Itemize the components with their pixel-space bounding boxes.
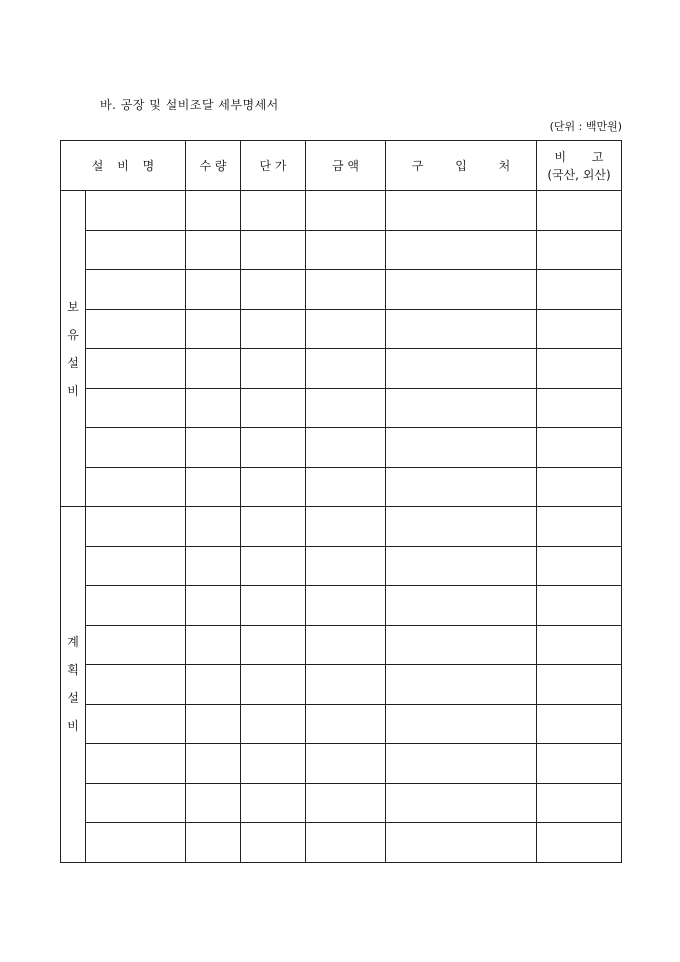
table-row	[61, 586, 622, 626]
cell-remarks[interactable]	[537, 625, 622, 665]
cell-supplier[interactable]	[386, 546, 537, 586]
header-remarks-label: 비 고	[554, 149, 604, 164]
cell-supplier[interactable]	[386, 191, 537, 231]
cell-remarks[interactable]	[537, 349, 622, 389]
cell-quantity[interactable]	[186, 467, 241, 507]
table-row	[61, 428, 622, 468]
cell-amount[interactable]	[306, 625, 386, 665]
cell-equipment-name[interactable]	[86, 783, 186, 823]
header-equipment-name	[61, 141, 186, 191]
cell-remarks[interactable]	[537, 586, 622, 626]
table-body	[61, 191, 622, 863]
cell-amount[interactable]	[306, 823, 386, 863]
table-row	[61, 823, 622, 863]
header-supplier	[386, 141, 537, 191]
cell-equipment-name[interactable]	[86, 309, 186, 349]
cell-unit-price[interactable]	[241, 586, 306, 626]
table-row	[61, 191, 622, 231]
cell-unit-price[interactable]	[241, 507, 306, 547]
cell-equipment-name[interactable]	[86, 191, 186, 231]
group-label-cell	[61, 507, 86, 863]
page-title: 바. 공장 및 설비조달 세부명세서	[100, 98, 279, 112]
group-label	[61, 298, 85, 400]
cell-quantity[interactable]	[186, 704, 241, 744]
cell-supplier[interactable]	[386, 349, 537, 389]
cell-quantity[interactable]	[186, 783, 241, 823]
cell-equipment-name[interactable]	[86, 823, 186, 863]
cell-unit-price[interactable]	[241, 270, 306, 310]
cell-unit-price[interactable]	[241, 230, 306, 270]
cell-remarks[interactable]	[537, 388, 622, 428]
cell-equipment-name[interactable]	[86, 665, 186, 705]
table-row	[61, 704, 622, 744]
cell-unit-price[interactable]	[241, 665, 306, 705]
header-equipment-name-label: 설 비 명	[91, 159, 155, 173]
cell-supplier[interactable]	[386, 823, 537, 863]
cell-unit-price[interactable]	[241, 625, 306, 665]
header-unit-price-label: 단 가	[259, 159, 287, 173]
cell-supplier[interactable]	[386, 586, 537, 626]
cell-remarks[interactable]	[537, 665, 622, 705]
cell-quantity[interactable]	[186, 349, 241, 389]
cell-unit-price[interactable]	[241, 704, 306, 744]
cell-remarks[interactable]	[537, 546, 622, 586]
cell-amount[interactable]	[306, 270, 386, 310]
header-quantity	[186, 141, 241, 191]
cell-supplier[interactable]	[386, 467, 537, 507]
cell-equipment-name[interactable]	[86, 586, 186, 626]
cell-amount[interactable]	[306, 467, 386, 507]
cell-remarks[interactable]	[537, 428, 622, 468]
cell-quantity[interactable]	[186, 507, 241, 547]
group-label-char: 계	[67, 635, 79, 650]
cell-remarks[interactable]	[537, 309, 622, 349]
table-row	[61, 349, 622, 389]
cell-equipment-name[interactable]	[86, 744, 186, 784]
cell-equipment-name[interactable]	[86, 467, 186, 507]
cell-quantity[interactable]	[186, 665, 241, 705]
cell-supplier[interactable]	[386, 428, 537, 468]
cell-quantity[interactable]	[186, 309, 241, 349]
cell-amount[interactable]	[306, 783, 386, 823]
cell-supplier[interactable]	[386, 388, 537, 428]
cell-amount[interactable]	[306, 428, 386, 468]
cell-remarks[interactable]	[537, 230, 622, 270]
cell-equipment-name[interactable]	[86, 546, 186, 586]
group-label-char: 획	[67, 663, 79, 678]
cell-supplier[interactable]	[386, 704, 537, 744]
cell-quantity[interactable]	[186, 428, 241, 468]
cell-quantity[interactable]	[186, 388, 241, 428]
cell-supplier[interactable]	[386, 230, 537, 270]
cell-amount[interactable]	[306, 349, 386, 389]
cell-amount[interactable]	[306, 665, 386, 705]
cell-supplier[interactable]	[386, 665, 537, 705]
cell-unit-price[interactable]	[241, 783, 306, 823]
cell-supplier[interactable]	[386, 507, 537, 547]
cell-amount[interactable]	[306, 704, 386, 744]
header-remarks	[537, 141, 622, 191]
table-row	[61, 665, 622, 705]
table-row	[61, 507, 622, 547]
cell-unit-price[interactable]	[241, 744, 306, 784]
group-label-char: 설	[67, 355, 79, 370]
cell-amount[interactable]	[306, 191, 386, 231]
header-amount	[306, 141, 386, 191]
cell-remarks[interactable]	[537, 783, 622, 823]
cell-unit-price[interactable]	[241, 309, 306, 349]
header-unit-price	[241, 141, 306, 191]
cell-remarks[interactable]	[537, 467, 622, 507]
cell-unit-price[interactable]	[241, 388, 306, 428]
cell-amount[interactable]	[306, 388, 386, 428]
group-label	[61, 633, 85, 735]
cell-unit-price[interactable]	[241, 428, 306, 468]
cell-remarks[interactable]	[537, 507, 622, 547]
table-row	[61, 467, 622, 507]
cell-remarks[interactable]	[537, 270, 622, 310]
group-label-char: 보	[67, 299, 79, 314]
cell-unit-price[interactable]	[241, 823, 306, 863]
cell-remarks[interactable]	[537, 823, 622, 863]
cell-equipment-name[interactable]	[86, 270, 186, 310]
cell-equipment-name[interactable]	[86, 428, 186, 468]
cell-quantity[interactable]	[186, 586, 241, 626]
cell-quantity[interactable]	[186, 191, 241, 231]
table-row	[61, 388, 622, 428]
table-row	[61, 744, 622, 784]
cell-supplier[interactable]	[386, 744, 537, 784]
unit-note: (단위 : 백만원)	[549, 120, 622, 133]
group-label-char: 비	[67, 719, 79, 734]
equipment-table	[60, 140, 622, 863]
cell-quantity[interactable]	[186, 744, 241, 784]
cell-quantity[interactable]	[186, 546, 241, 586]
cell-remarks[interactable]	[537, 744, 622, 784]
header-remarks-sublabel: (국산, 외산)	[547, 167, 611, 182]
cell-equipment-name[interactable]	[86, 507, 186, 547]
cell-remarks[interactable]	[537, 191, 622, 231]
header-supplier-label: 구 입 처	[411, 159, 511, 173]
cell-amount[interactable]	[306, 546, 386, 586]
cell-equipment-name[interactable]	[86, 704, 186, 744]
cell-amount[interactable]	[306, 744, 386, 784]
cell-unit-price[interactable]	[241, 349, 306, 389]
cell-unit-price[interactable]	[241, 467, 306, 507]
cell-quantity[interactable]	[186, 625, 241, 665]
cell-quantity[interactable]	[186, 270, 241, 310]
cell-supplier[interactable]	[386, 783, 537, 823]
cell-supplier[interactable]	[386, 309, 537, 349]
cell-amount[interactable]	[306, 586, 386, 626]
header-row	[61, 141, 622, 191]
cell-unit-price[interactable]	[241, 546, 306, 586]
group-label-cell	[61, 191, 86, 507]
cell-supplier[interactable]	[386, 625, 537, 665]
group-label-char: 유	[67, 327, 79, 342]
cell-supplier[interactable]	[386, 270, 537, 310]
cell-equipment-name[interactable]	[86, 230, 186, 270]
group-label-char: 설	[67, 691, 79, 706]
cell-equipment-name[interactable]	[86, 625, 186, 665]
table-row	[61, 625, 622, 665]
cell-unit-price[interactable]	[241, 191, 306, 231]
table-row	[61, 230, 622, 270]
table-row	[61, 309, 622, 349]
header-quantity-label: 수 량	[199, 159, 227, 173]
cell-amount[interactable]	[306, 230, 386, 270]
group-label-char: 비	[67, 383, 79, 398]
table-row	[61, 783, 622, 823]
cell-amount[interactable]	[306, 507, 386, 547]
cell-remarks[interactable]	[537, 704, 622, 744]
table-row	[61, 270, 622, 310]
cell-amount[interactable]	[306, 309, 386, 349]
cell-equipment-name[interactable]	[86, 388, 186, 428]
cell-quantity[interactable]	[186, 230, 241, 270]
header-amount-label: 금 액	[332, 159, 359, 173]
cell-quantity[interactable]	[186, 823, 241, 863]
table-row	[61, 546, 622, 586]
cell-equipment-name[interactable]	[86, 349, 186, 389]
